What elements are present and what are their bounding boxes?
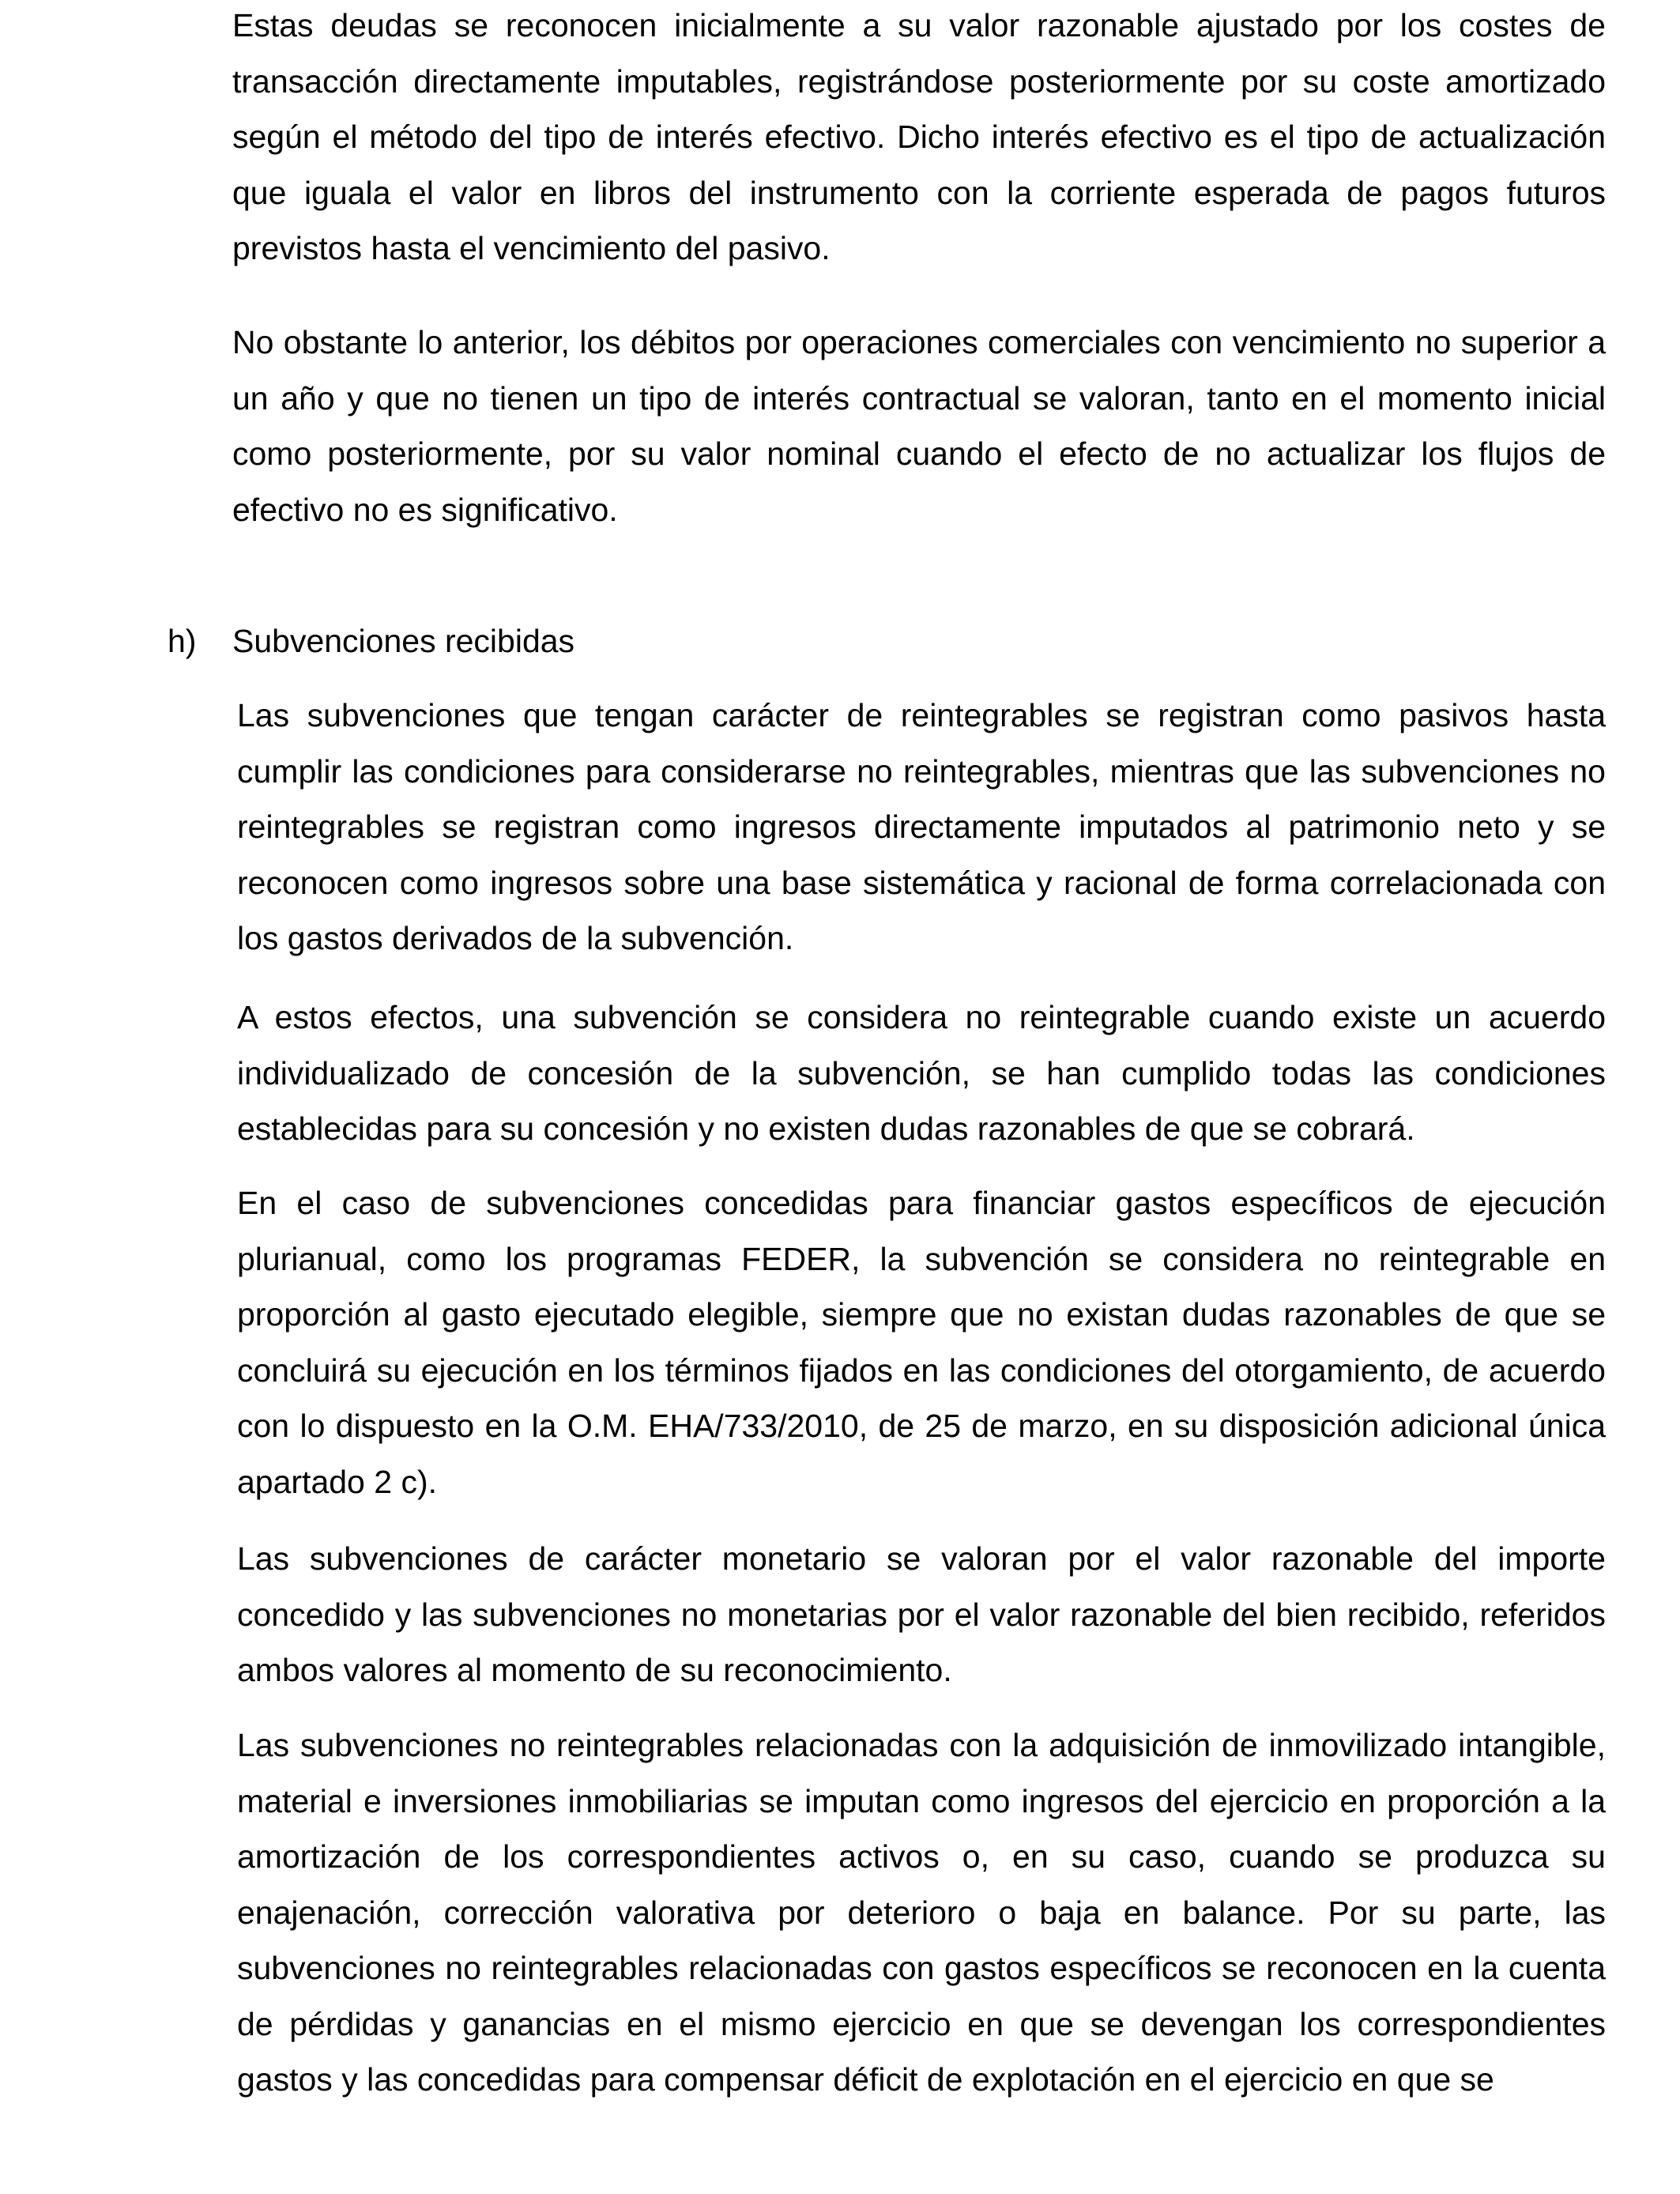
paragraph-valoracion-subvenciones: Las subvenciones de carácter monetario se valoran por el valor razonable del importe concedido y las subvenciones no monetarias por el valor razonable del bien recibido, referidos ambos valores al momento de su reconocimiento. bbox=[237, 1540, 1606, 1688]
paragraph-no-reintegrable-criterio: A estos efectos, una subvención se considera no reintegrable cuando existe un acuerdo individualizado de concesión de la subvención, se han cumplido todas las condiciones establecidas para su concesión y no existen dudas razonables de que se cobrará. bbox=[237, 999, 1606, 1147]
paragraph-deudas-valoracion: Estas deudas se reconocen inicialmente a su valor razonable ajustado por los costes de transacción directamente imputables, registrándose posteriormente por su coste amortizado según el método del tipo de interés efectivo. Dicho interés efectivo es el tipo de actualización que iguala el valor en libros del instrumento con la corriente esperada de pagos futuros previstos hasta el vencimiento del pasivo. bbox=[232, 7, 1606, 266]
paragraph-subvenciones-reintegrables: Las subvenciones que tengan carácter de reintegrables se registran como pasivos hasta cumplir las condiciones para considerarse no reintegrables, mientras que las subvenciones no reintegrables se registran como ingresos directamente imputados al patrimonio neto y se reconocen como ingresos sobre una base sistemática y racional de forma correlacionada con los gastos derivados de la subvención. bbox=[237, 697, 1606, 956]
paragraph-debitos-comerciales: No obstante lo anterior, los débitos por operaciones comerciales con vencimiento no superior a un año y que no tienen un tipo de interés contractual se valoran, tanto en el momento inicial como posteriormente, por su valor nominal cuando el efecto de no actualizar los flujos de efectivo no es significativo. bbox=[232, 324, 1606, 528]
paragraph-feder: En el caso de subvenciones concedidas para financiar gastos específicos de ejecución plurianual, como los programas FEDER, la subvención se considera no reintegrable en proporción al gasto ejecutado elegible, siempre que no existan dudas razonables de que se concluirá su ejecución en los términos fijados en las condiciones del otorgamiento, de acuerdo con lo dispuesto en la O.M. EHA/733/2010, de 25 de marzo, en su disposición adicional única apartado 2 c). bbox=[237, 1185, 1606, 1500]
section-letter: h) bbox=[168, 623, 197, 659]
paragraph-imputacion-ingresos: Las subvenciones no reintegrables relacionadas con la adquisición de inmovilizado intangible, material e inversiones inmobiliarias se imputan como ingresos del ejercicio en proporción a la amortización de los correspondientes activos o, en su caso, cuando se produzca su enajenación, corrección valorativa por deterioro o baja en balance. Por su parte, las subvenciones no reintegrables relacionadas con gastos específicos se reconocen en la cuenta de pérdidas y ganancias en el mismo ejercicio en que se devengan los correspondientes gastos y las concedidas para compensar déficit de explotación en el ejercicio en que se bbox=[237, 1727, 1606, 2098]
section-title: Subvenciones recibidas bbox=[232, 623, 575, 659]
